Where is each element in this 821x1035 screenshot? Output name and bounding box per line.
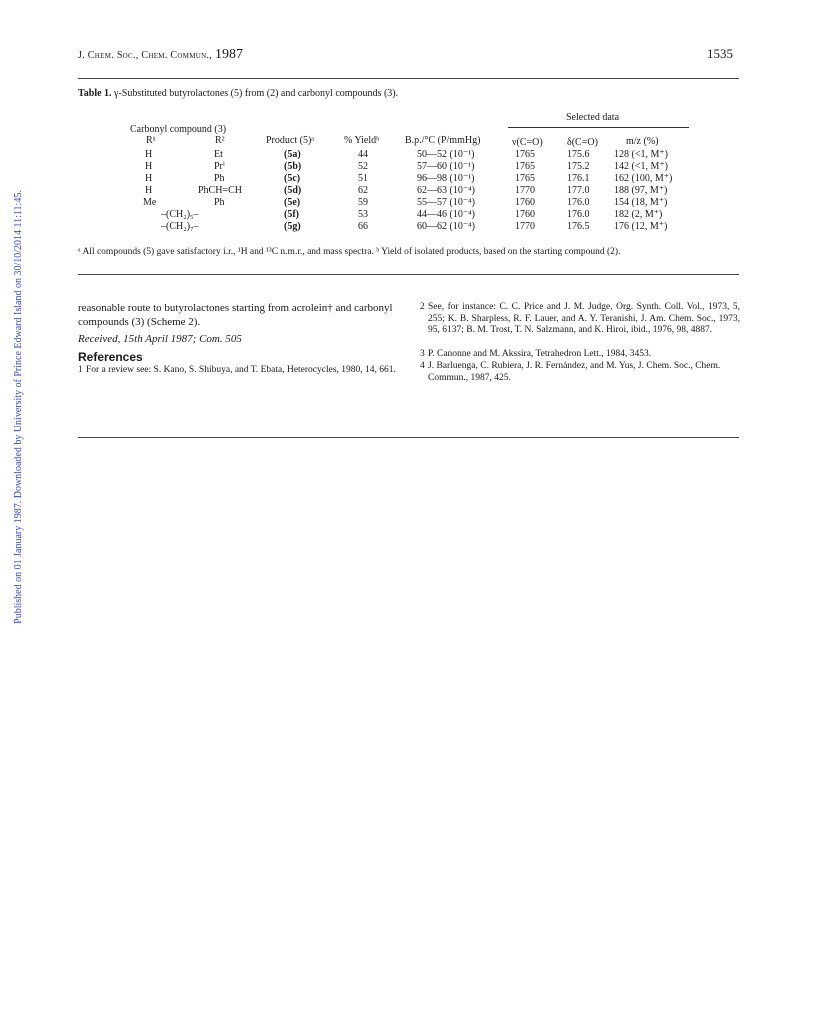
group-header-carbonyl: Carbonyl compound (3) — [130, 124, 227, 135]
cell-mz: 176 (12, M⁺) — [614, 221, 668, 232]
reference-text: For a review see: S. Kano, S. Shibuya, and T. Ebata, Heterocycles, 1980, 14, 661. — [86, 365, 396, 375]
table-bottom-rule — [78, 274, 739, 275]
cell-yield: 62 — [358, 185, 368, 196]
cell-yield: 66 — [358, 221, 368, 232]
col-header-nu: ν(C=O) — [512, 137, 543, 148]
table-caption — [78, 88, 398, 99]
journal-name: J. Chem. Soc., Chem. Commun., — [78, 50, 213, 61]
cell-delta: 176.0 — [567, 209, 590, 220]
cell-product: (5d) — [284, 185, 302, 196]
reference-number: 4 — [420, 361, 425, 371]
body-paragraph: reasonable route to butyrolactones starting from acrolein† and carbonyl compounds (3) (Scheme 2). — [78, 302, 393, 328]
journal-year: 1987 — [214, 47, 243, 62]
cell-nu: 1765 — [515, 149, 535, 160]
cell-bp: 44—46 (10⁻⁴) — [417, 209, 475, 220]
col-header-bp: B.p./°C (P/mmHg) — [405, 135, 481, 146]
cell-mz: 154 (18, M⁺) — [614, 197, 668, 208]
cell-product: (5a) — [284, 149, 301, 160]
header-rule — [78, 78, 739, 79]
reference-item — [78, 365, 398, 389]
table-footnote: ᵃ All compounds (5) gave satisfactory i.r., ¹H and ¹³C n.m.r., and mass spectra. ᵇ Yield of isolated products, based on the starting compound (2). — [78, 247, 621, 257]
cell-r1: –(CH₂)₇– — [161, 221, 199, 232]
cell-r1: H — [145, 161, 153, 172]
col-header-product: Product (5)ᵃ — [266, 135, 315, 146]
group-header-selected-data: Selected data — [566, 112, 620, 123]
cell-yield: 44 — [358, 149, 368, 160]
cell-delta: 176.1 — [567, 173, 590, 184]
cell-r1: H — [145, 149, 153, 160]
cell-product: (5f) — [284, 209, 299, 220]
reference-item — [420, 361, 740, 385]
reference-item — [420, 349, 740, 361]
selected-data-rule — [508, 127, 689, 128]
received-date: Received, 15th April 1987; Com. 505 — [78, 333, 242, 345]
cell-product: (5b) — [284, 161, 302, 172]
col-header-r2: R² — [215, 135, 225, 146]
cell-nu: 1770 — [515, 221, 535, 232]
cell-r1: H — [145, 173, 153, 184]
reference-number: 2 — [420, 302, 425, 312]
cell-mz: 188 (97, M⁺) — [614, 185, 668, 196]
cell-nu: 1760 — [515, 209, 535, 220]
cell-bp: 50—52 (10⁻¹) — [417, 149, 475, 160]
table-caption-text: γ-Substituted butyrolactones (5) from (2) and carbonyl compounds (3). — [114, 88, 399, 99]
cell-yield: 52 — [358, 161, 368, 172]
cell-nu: 1760 — [515, 197, 535, 208]
running-header — [78, 47, 243, 63]
cell-mz: 162 (100, M⁺) — [614, 173, 673, 184]
reference-item — [420, 302, 740, 350]
cell-nu: 1765 — [515, 161, 535, 172]
reference-number: 1 — [78, 365, 83, 375]
cell-r2: Ph — [214, 197, 225, 208]
reference-number: 3 — [420, 349, 425, 359]
cell-r2: Prⁱ — [214, 161, 225, 172]
col-header-r1: R¹ — [146, 135, 156, 146]
cell-delta: 175.6 — [567, 149, 590, 160]
cell-delta: 176.5 — [567, 221, 590, 232]
cell-r2: PhCH=CH — [198, 185, 242, 196]
cell-r2: Ph — [214, 173, 225, 184]
cell-bp: 96—98 (10⁻¹) — [417, 173, 475, 184]
cell-bp: 60—62 (10⁻⁴) — [417, 221, 475, 232]
cell-r1: H — [145, 185, 153, 196]
cell-bp: 62—63 (10⁻⁴) — [417, 185, 475, 196]
cell-yield: 53 — [358, 209, 368, 220]
page-number: 1535 — [707, 46, 733, 61]
cell-bp: 57—60 (10⁻¹) — [417, 161, 475, 172]
cell-nu: 1765 — [515, 173, 535, 184]
cell-product: (5e) — [284, 197, 301, 208]
cell-yield: 51 — [358, 173, 368, 184]
reference-text: P. Canonne and M. Akssira, Tetrahedron Lett., 1984, 3453. — [428, 349, 652, 359]
reference-text: See, for instance: C. C. Price and J. M. Judge, Org. Synth. Coll. Vol., 1973, 5, 255; K. B. Sharpless, R. F. Lauer, and A. Y. Teranishi, J. Am. Chem. Soc., 1973, 95, 6137; B. M. Trost, T. N. Salzmann, and K. Hiroi, ibid., 1976, 98, 4887. — [428, 302, 740, 335]
table-label: Table 1. — [78, 88, 112, 99]
page-bottom-rule — [78, 437, 739, 438]
cell-delta: 175.2 — [567, 161, 590, 172]
col-header-mz: m/z (%) — [626, 136, 659, 147]
cell-nu: 1770 — [515, 185, 535, 196]
references-heading: References — [78, 350, 143, 364]
side-notice: Published on 01 January 1987. Downloaded by University of Prince Edward Island on 30/10/2014 11:11:45. — [13, 190, 24, 624]
cell-delta: 177.0 — [567, 185, 590, 196]
cell-mz: 128 (<1, M⁺) — [614, 149, 668, 160]
cell-mz: 142 (<1, M⁺) — [614, 161, 668, 172]
cell-mz: 182 (2, M⁺) — [614, 209, 663, 220]
cell-r1: –(CH₂)₅– — [161, 209, 199, 220]
cell-delta: 176.0 — [567, 197, 590, 208]
cell-product: (5c) — [284, 173, 301, 184]
col-header-yield: % Yieldᵇ — [344, 135, 380, 146]
cell-yield: 59 — [358, 197, 368, 208]
cell-product: (5g) — [284, 221, 301, 232]
reference-text: J. Barluenga, C. Rubiera, J. R. Fernández, and M. Yus, J. Chem. Soc., Chem. Commun., 1987, 425. — [428, 361, 721, 383]
col-header-delta: δ(C=O) — [567, 137, 598, 148]
cell-r1: Me — [143, 197, 157, 208]
cell-bp: 55—57 (10⁻⁴) — [417, 197, 475, 208]
cell-r2: Et — [214, 149, 223, 160]
